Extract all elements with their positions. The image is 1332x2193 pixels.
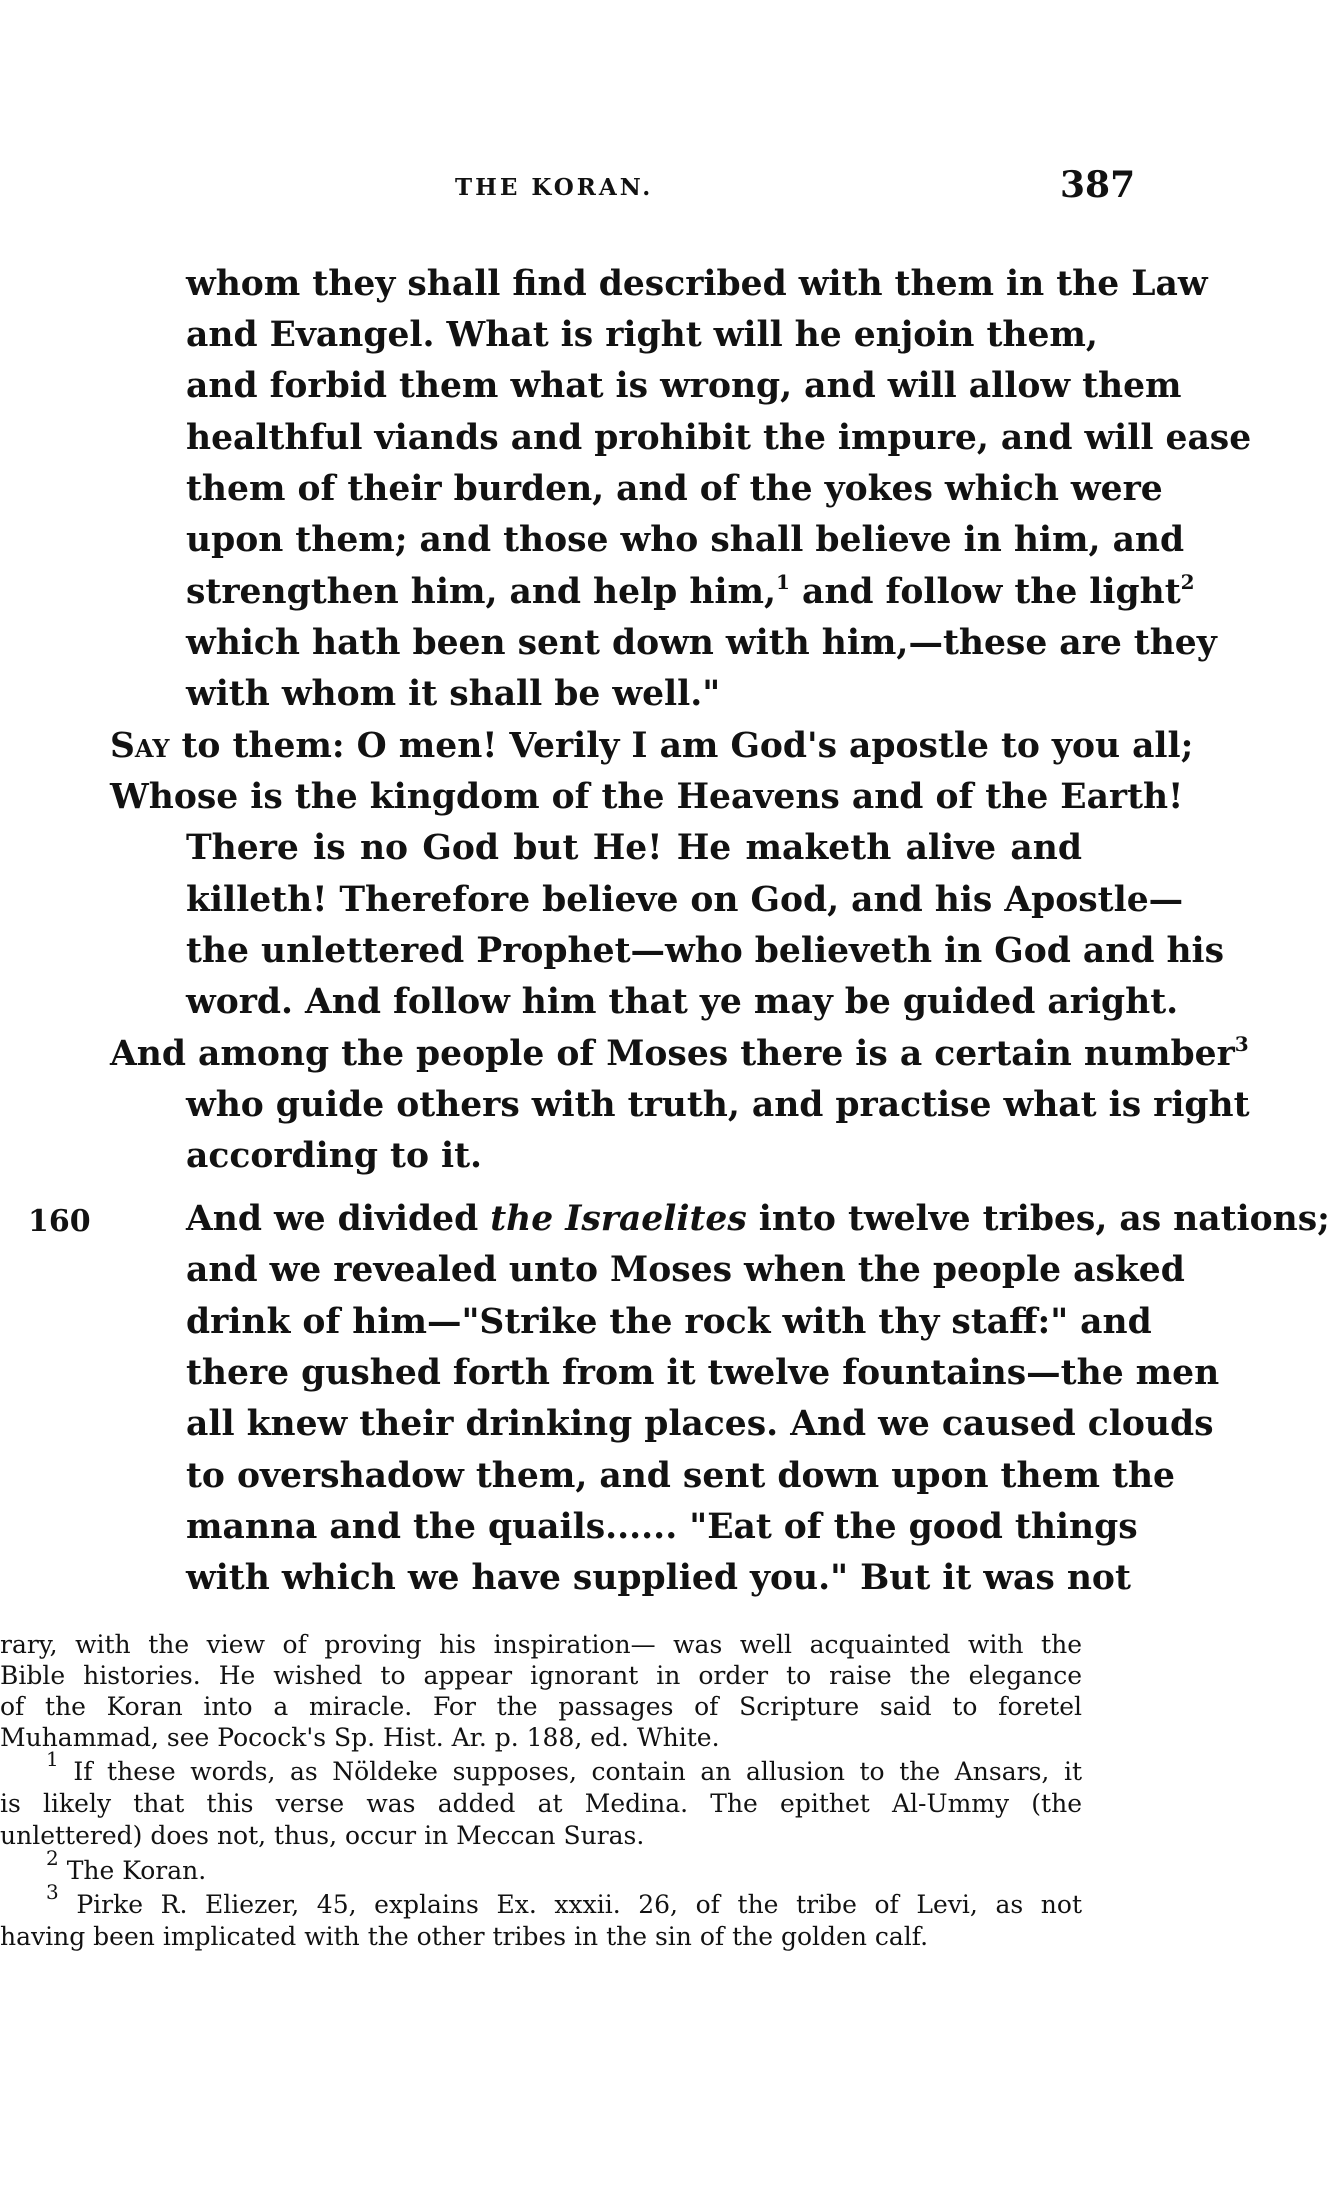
- text-segment: The Koran.: [66, 1856, 207, 1885]
- footnote-ref: 3: [1234, 1032, 1249, 1056]
- text-line: the unlettered Prophet—who believeth in God and his: [186, 931, 1225, 971]
- footnote-marker: 3: [46, 1880, 59, 1904]
- footnote-marker: 2: [46, 1846, 59, 1870]
- running-head: THE KORAN.: [455, 174, 654, 201]
- verse-number: 160: [28, 1204, 91, 1239]
- text-line: Whose is the kingdom of the Heavens and of the Earth!: [110, 777, 1184, 817]
- footnote-line: Bible histories. He wished to appear ignorant in order to raise the elegance: [0, 1661, 1082, 1690]
- text-segment: and follow the light: [801, 572, 1181, 612]
- footnote-line: [46, 1747, 1082, 1787]
- page-number: 387: [1060, 164, 1136, 206]
- text-segment: strengthen him, and help him,: [186, 572, 777, 612]
- footnote-line: Muhammad, see Pocock's Sp. Hist. Ar. p. 188, ed. White.: [0, 1723, 720, 1752]
- text-segment: And we divided: [186, 1199, 491, 1239]
- text-segment: And among the people of Moses there is a certain number: [110, 1034, 1235, 1074]
- text-line: [110, 724, 1194, 768]
- footnote-line: of the Koran into a miracle. For the passages of Scripture said to foretel: [0, 1692, 1082, 1721]
- footnote-line: unlettered) does not, thus, occur in Meccan Suras.: [0, 1821, 645, 1850]
- text-line: there gushed forth from it twelve fountains—the men: [186, 1353, 1220, 1393]
- text-line: them of their burden, and of the yokes which were: [186, 469, 1163, 509]
- text-line: word. And follow him that ye may be guided aright.: [186, 982, 1179, 1022]
- footnote-line: [46, 1846, 1082, 1886]
- text-line: killeth! Therefore believe on God, and his Apostle—: [186, 880, 1184, 920]
- text-segment: to them: O men! Verily I am God's apostle to you all;: [181, 726, 1194, 766]
- footnote-line: rary, with the view of proving his inspiration— was well acquainted with the: [0, 1630, 1082, 1659]
- text-line: with which we have supplied you." But it was not: [186, 1558, 1131, 1598]
- text-line: drink of him—"Strike the rock with thy staff:" and: [186, 1302, 1152, 1342]
- text-line: according to it.: [186, 1136, 483, 1176]
- text-line: healthful viands and prohibit the impure, and will ease: [186, 418, 1252, 458]
- page-header: [0, 164, 1332, 228]
- text-line: upon them; and those who shall believe in him, and: [186, 520, 1185, 560]
- text-line: and forbid them what is wrong, and will allow them: [186, 366, 1182, 406]
- footnote-line: is likely that this verse was added at Medina. The epithet Al-Ummy (the: [0, 1789, 1082, 1818]
- text-line: [186, 1197, 1330, 1241]
- text-line: [186, 570, 1195, 614]
- text-segment: into twelve tribes, as nations;: [746, 1199, 1330, 1239]
- footnote-ref: 1: [776, 570, 790, 594]
- text-line: with whom it shall be well.": [186, 674, 721, 714]
- text-line: all knew their drinking places. And we caused clouds: [186, 1404, 1214, 1444]
- footnote-line: [46, 1880, 1082, 1920]
- text-line: who guide others with truth, and practise what is right: [186, 1085, 1250, 1125]
- text-line: to overshadow them, and sent down upon them the: [186, 1456, 1176, 1496]
- text-line: whom they shall find described with them in the Law: [186, 264, 1208, 304]
- text-line: which hath been sent down with him,—these are they: [186, 623, 1217, 663]
- text-line: There is no God but He! He maketh alive and: [186, 828, 1082, 868]
- footnote-ref: 2: [1180, 570, 1195, 594]
- text-line: [110, 1032, 1249, 1076]
- small-caps-word: Say: [110, 726, 170, 766]
- italic-text: the Israelites: [490, 1199, 747, 1239]
- text-segment: If these words, as Nöldeke supposes, contain an allusion to the Ansars, it: [73, 1757, 1082, 1786]
- text-line: and Evangel. What is right will he enjoin them,: [186, 315, 1098, 355]
- text-line: and we revealed unto Moses when the people asked: [186, 1250, 1185, 1290]
- footnote-marker: 1: [46, 1747, 59, 1771]
- text-line: manna and the quails...... "Eat of the good things: [186, 1507, 1138, 1547]
- footnote-line: having been implicated with the other tribes in the sin of the golden calf.: [0, 1922, 929, 1951]
- text-segment: Pirke R. Eliezer, 45, explains Ex. xxxii. 26, of the tribe of Levi, as not: [76, 1890, 1082, 1919]
